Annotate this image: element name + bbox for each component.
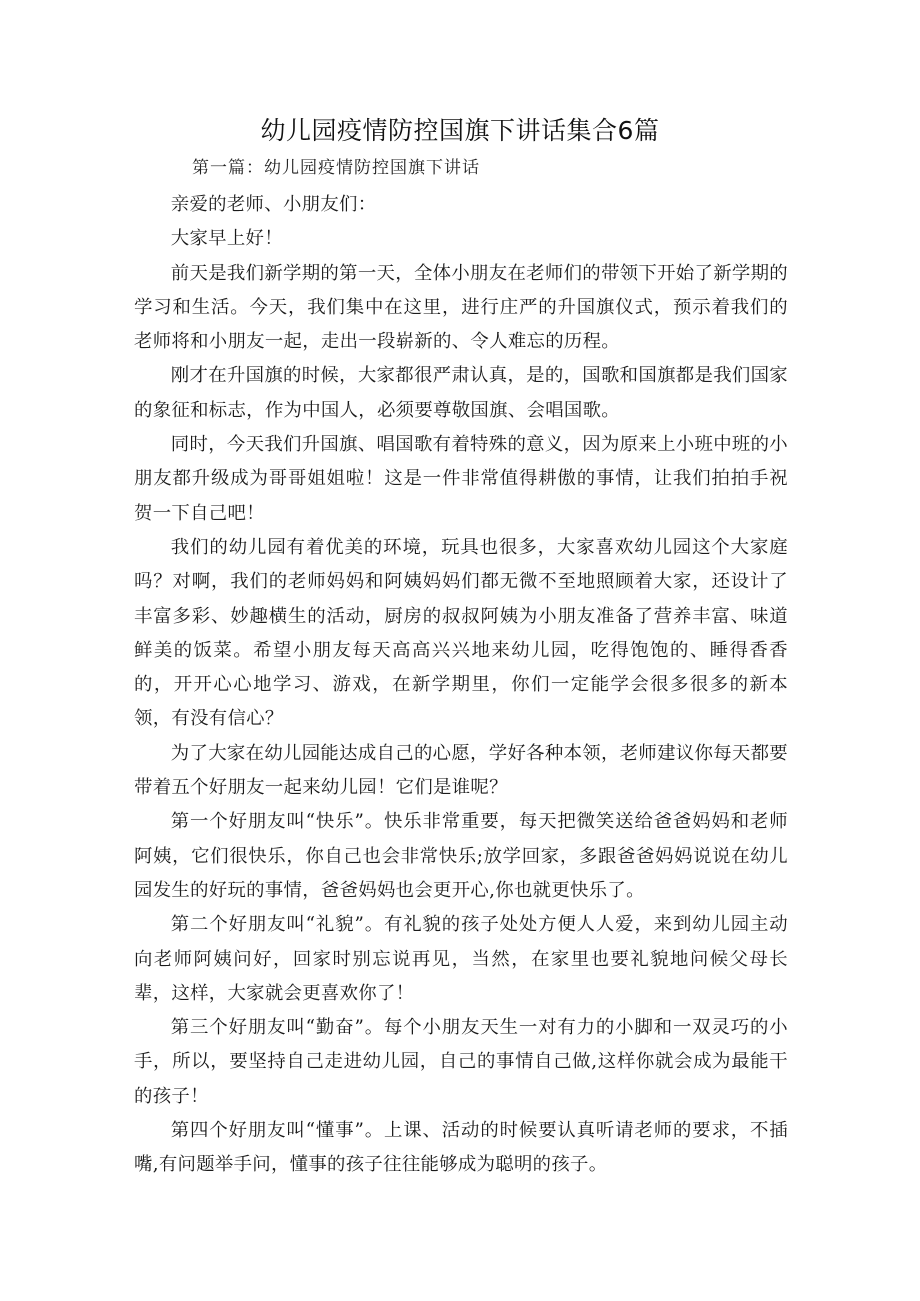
paragraph-five-friends-intro: 为了大家在幼儿园能达成自己的心愿，学好各种本领，老师建议你每天都要带着五个好朋友一起来幼儿园！它们是谁呢？ [134, 742, 788, 799]
section-heading: 第一篇：幼儿园疫情防控国旗下讲话 [192, 158, 480, 178]
paragraph-flag-ceremony: 刚才在升国旗的时候，大家都很严肃认真，是的，国歌和国旗都是我们国家的象征和标志，作为中国人，必须要尊敬国旗、会唱国歌。 [134, 365, 788, 421]
paragraph-special-meaning: 同时，今天我们升国旗、唱国歌有着特殊的意义，因为原来上小班中班的小朋友都升级成为哥哥姐姐啦！这是一件非常值得耕傲的事情，让我们拍拍手祝贺一下自己吧！ [134, 434, 788, 524]
paragraph-friend-happiness: 第一个好朋友叫“快乐”。快乐非常重要，每天把微笑送给爸爸妈妈和老师阿姨，它们很快乐，你自己也会非常快乐;放学回家，多跟爸爸妈妈说说在幼儿园发生的好玩的事情，爸爸妈妈也会更开心,你也就更快乐了。 [134, 811, 788, 901]
paragraph-friend-politeness: 第二个好朋友叫“礼貌”。有礼貌的孩子处处方便人人爱，来到幼儿园主动向老师阿姨问好，回家时别忘说再见，当然，在家里也要礼貌地问候父母长辈，这样，大家就会更喜欢你了！ [134, 914, 788, 1004]
paragraph-good-morning: 大家早上好！ [170, 228, 283, 250]
paragraph-friend-sensible: 第四个好朋友叫“懂事”。上课、活动的时候要认真听请老师的要求，不插嘴,有问题举手问，懂事的孩子往往能够成为聪明的孩子。 [134, 1120, 788, 1176]
paragraph-friend-diligence: 第三个好朋友叫“勤奋”。每个小朋友天生一对有力的小脚和一双灵巧的小手，所以，要坚持自己走进幼儿园，自己的事情自己做,这样你就会成为最能干的孩子！ [134, 1017, 788, 1107]
paragraph-greeting-audience: 亲爱的老师、小朋友们： [170, 194, 377, 215]
document-title: 幼儿园疫情防控国旗下讲话集合6篇 [260, 116, 660, 145]
paragraph-kindergarten-environment: 我们的幼儿园有着优美的环境，玩具也很多，大家喜欢幼儿园这个大家庭吗？对啊，我们的老师妈妈和阿姨妈妈们都无微不至地照顾着大家，还设计了丰富多彩、妙趣横生的活动，厨房的叔叔阿姨为小朋友准备了营养丰富、味道鲜美的饭菜。希望小朋友每天高高兴兴地来幼儿园，吃得饱饱的、睡得香香的，开开心心地学习、游戏，在新学期里，你们一定能学会很多很多的新本领，有没有信心？ [134, 536, 788, 730]
paragraph-new-semester: 前天是我们新学期的第一天，全体小朋友在老师们的带领下开始了新学期的学习和生活。今天，我们集中在这里，进行庄严的升国旗仪式，预示着我们的老师将和小朋友一起，走出一段崭新的、令人难忘的历程。 [134, 262, 788, 353]
document-body [134, 188, 788, 1183]
